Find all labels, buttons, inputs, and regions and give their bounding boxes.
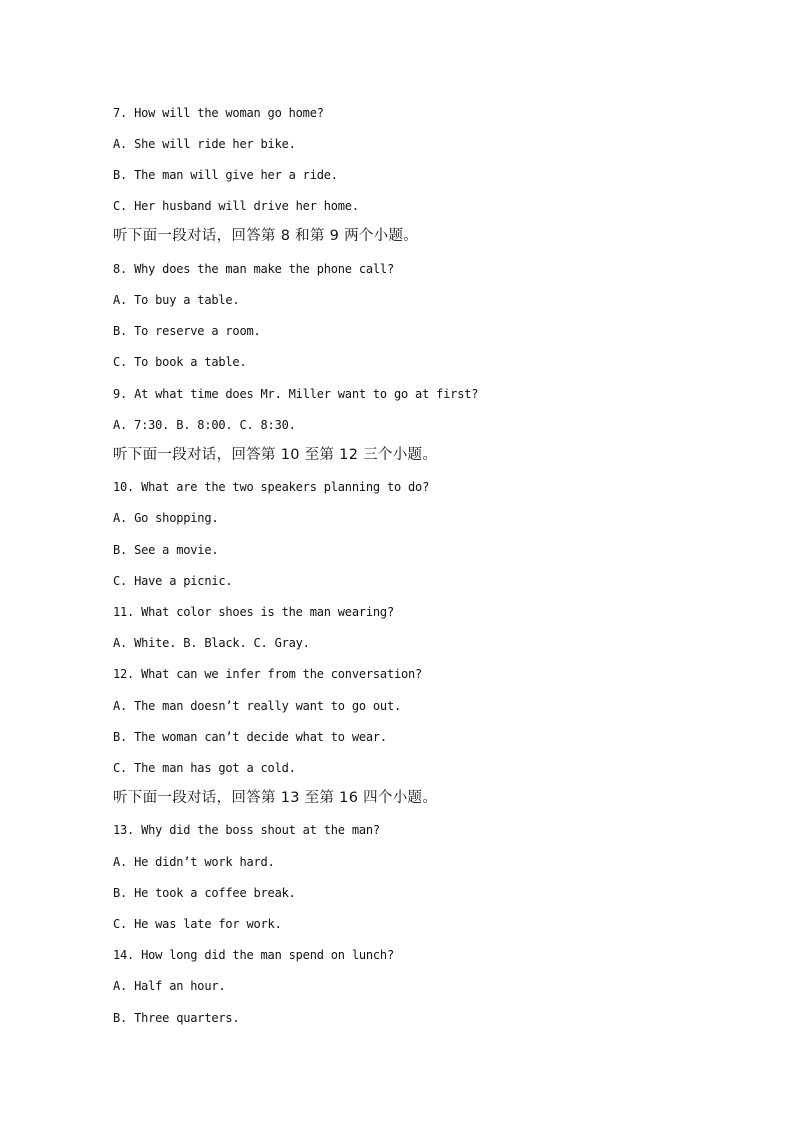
question-14: 14. How long did the man spend on lunch? xyxy=(113,948,394,962)
question-7-option-b: B. The man will give her a ride. xyxy=(113,168,338,182)
question-13-option-b: B. He took a coffee break. xyxy=(113,886,296,900)
question-8-option-c: C. To book a table. xyxy=(113,355,247,369)
question-10: 10. What are the two speakers planning to do? xyxy=(113,480,430,494)
question-9: 9. At what time does Mr. Miller want to go at first? xyxy=(113,387,479,401)
question-13-option-a: A. He didn’t work hard. xyxy=(113,855,275,869)
question-12-option-a: A. The man doesn’t really want to go out. xyxy=(113,699,402,713)
question-13-option-c: C. He was late for work. xyxy=(113,917,282,931)
question-11-options: A. White. B. Black. C. Gray. xyxy=(113,636,310,650)
question-14-option-b: B. Three quarters. xyxy=(113,1011,240,1025)
question-12-option-b: B. The woman can’t decide what to wear. xyxy=(113,730,387,744)
question-12-option-c: C. The man has got a cold. xyxy=(113,761,296,775)
section-instruction-10-12: 听下面一段对话，回答第 10 至第 12 三个小题。 xyxy=(113,447,438,463)
question-10-option-b: B. See a movie. xyxy=(113,543,219,557)
question-10-option-c: C. Have a picnic. xyxy=(113,574,233,588)
question-7-option-a: A. She will ride her bike. xyxy=(113,137,296,151)
question-8: 8. Why does the man make the phone call? xyxy=(113,262,394,276)
question-8-option-a: A. To buy a table. xyxy=(113,293,240,307)
question-11: 11. What color shoes is the man wearing? xyxy=(113,605,394,619)
question-14-option-a: A. Half an hour. xyxy=(113,979,226,993)
question-13: 13. Why did the boss shout at the man? xyxy=(113,823,380,837)
question-9-options: A. 7:30. B. 8:00. C. 8:30. xyxy=(113,418,296,432)
question-8-option-b: B. To reserve a room. xyxy=(113,324,261,338)
question-10-option-a: A. Go shopping. xyxy=(113,511,219,525)
section-instruction-13-16: 听下面一段对话，回答第 13 至第 16 四个小题。 xyxy=(113,790,438,806)
section-instruction-8-9: 听下面一段对话，回答第 8 和第 9 两个小题。 xyxy=(113,228,419,244)
question-7: 7. How will the woman go home? xyxy=(113,106,324,120)
question-7-option-c: C. Her husband will drive her home. xyxy=(113,199,359,213)
question-12: 12. What can we infer from the conversation? xyxy=(113,667,423,681)
